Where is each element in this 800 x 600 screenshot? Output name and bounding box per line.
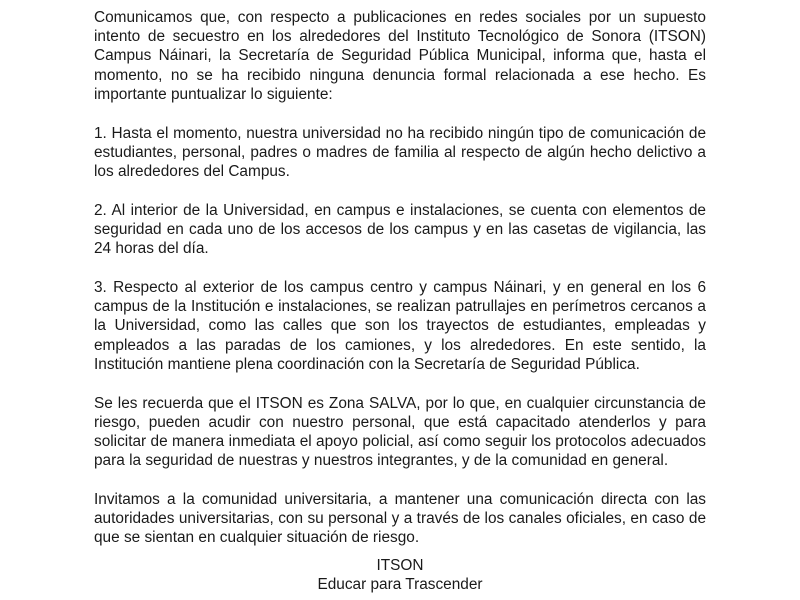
signature-org: ITSON <box>376 557 424 574</box>
signature-motto: Educar para Trascender <box>317 576 483 594</box>
reminder-paragraph: Se les recuerda que el ITSON es Zona SALVA, por lo que, en cualquier circunstancia de riesgo, pueden acudir con nuestro personal, que está capacitado atenderlos y para solicitar de manera inmediata el apoyo policial, así como seguir los protocolos adecuados para la seguridad de nuestras y nuestros integrantes, y de la comunidad en general. <box>94 394 706 470</box>
point-3-paragraph: 3. Respecto al exterior de los campus centro y campus Náinari, y en general en los 6 campus de la Institución e instalaciones, se realizan patrullajes en perímetros cercanos a la Universidad, como las calles que son los trayectos de estudiantes, empleadas y empleados a las paradas de los camiones, y los alrededores. En este sentido, la Institución mantiene plena coordinación con la Secretaría de Seguridad Pública. <box>94 279 706 373</box>
document-body <box>94 8 706 567</box>
point-2-paragraph: 2. Al interior de la Universidad, en campus e instalaciones, se cuenta con elementos de seguridad en cada uno de los accesos de los campus y en las casetas de vigilancia, las 24 horas del día. <box>94 201 706 258</box>
signature-block <box>0 556 800 594</box>
point-1-paragraph: 1. Hasta el momento, nuestra universidad no ha recibido ningún tipo de comunicación de estudiantes, personal, padres o madres de familia al respecto de algún hecho delictivo a los alrededores del Campus. <box>94 124 706 181</box>
invitation-paragraph: Invitamos a la comunidad universitaria, a mantener una comunicación directa con las autoridades universitarias, con su personal y a través de los canales oficiales, en caso de que se sientan en cualquier situación de riesgo. <box>94 491 706 547</box>
intro-paragraph: Comunicamos que, con respecto a publicaciones en redes sociales por un supuesto intento de secuestro en los alrededores del Instituto Tecnológico de Sonora (ITSON) Campus Náinari, la Secretaría de Seguridad Pública Municipal, informa que, hasta el momento, no se ha recibido ninguna denuncia formal relacionada a ese hecho. Es importante puntualizar lo siguiente: <box>94 9 706 103</box>
